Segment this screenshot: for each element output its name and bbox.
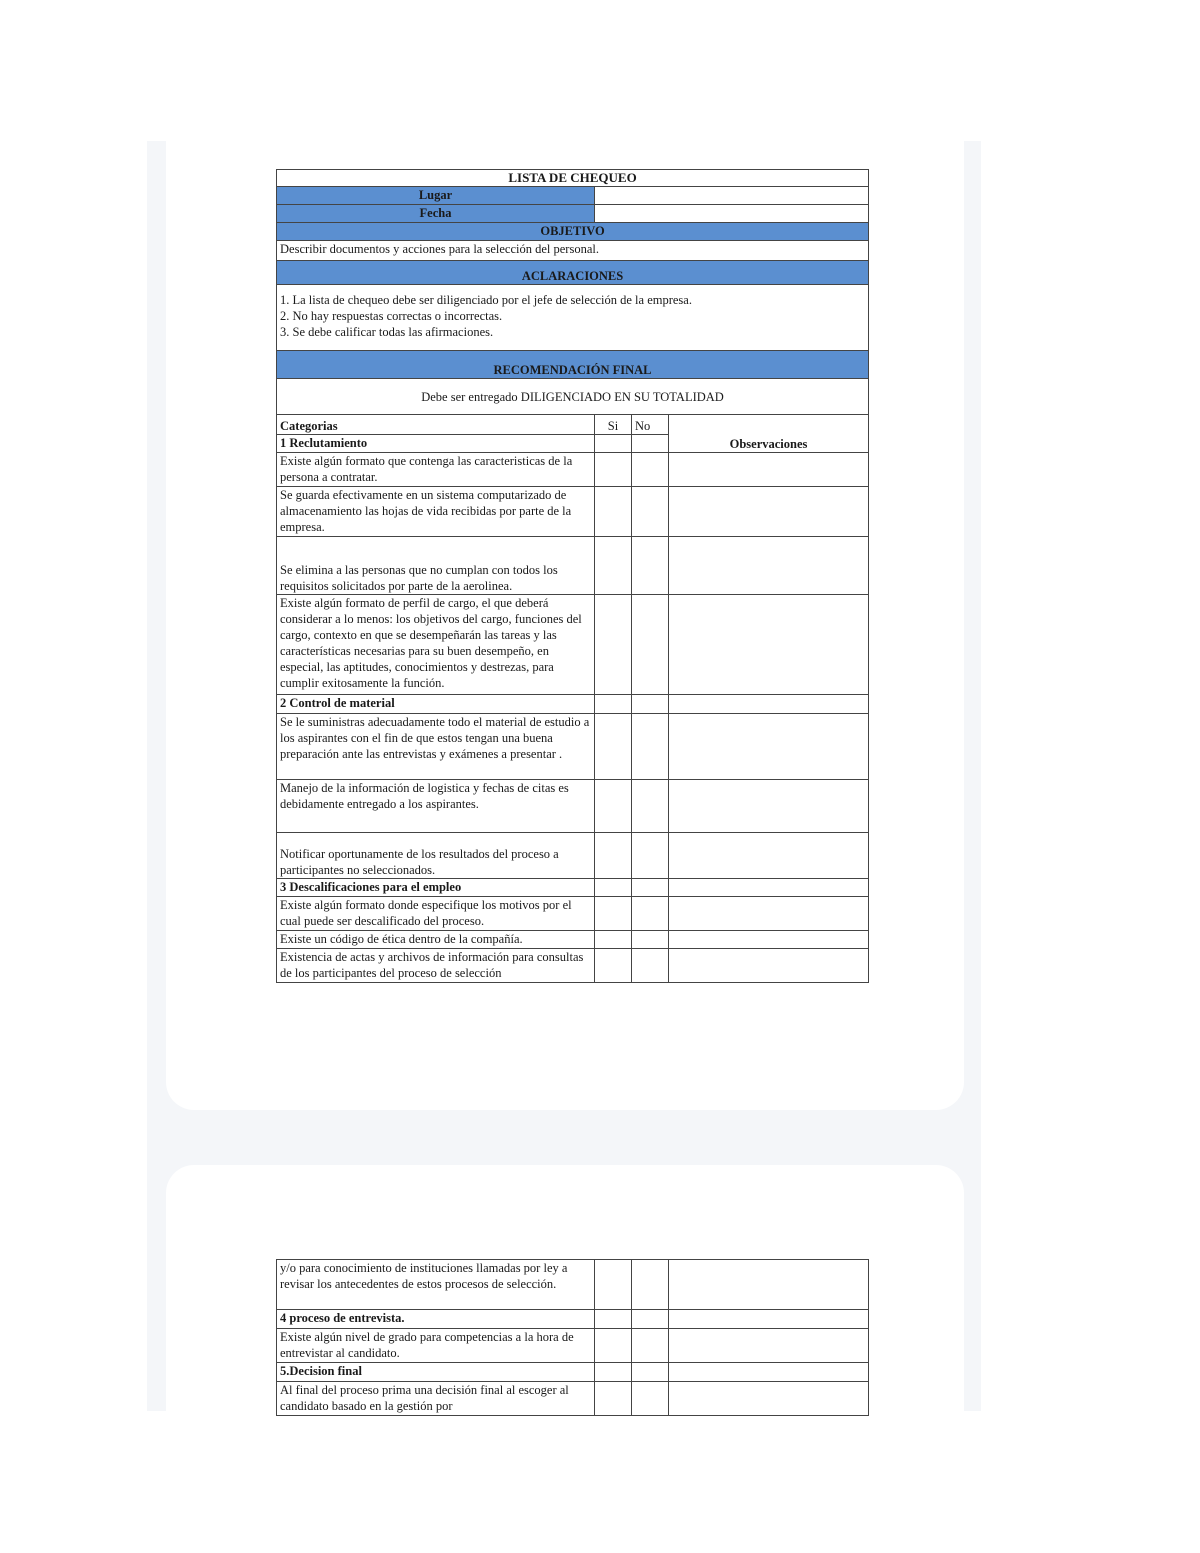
fecha-field[interactable] (595, 205, 869, 223)
no-cell[interactable] (632, 695, 669, 714)
observaciones-cell[interactable] (669, 537, 869, 595)
aclaracion-item: 1. La lista de chequeo debe ser diligenciado por el jefe de selección de la empresa. (280, 293, 692, 307)
si-cell[interactable] (595, 879, 632, 897)
observaciones-cell[interactable] (669, 931, 869, 949)
lugar-label: Lugar (277, 187, 595, 205)
observaciones-cell[interactable] (669, 1310, 869, 1329)
categorias-header: Categorias (277, 415, 595, 435)
checklist-table (276, 169, 869, 983)
si-cell[interactable] (595, 833, 632, 879)
objetivo-text: Describir documentos y acciones para la selección del personal. (277, 241, 869, 261)
si-cell[interactable] (595, 695, 632, 714)
no-cell[interactable] (632, 714, 669, 780)
aclaraciones-list (277, 285, 869, 351)
fecha-label: Fecha (277, 205, 595, 223)
checklist-item: Existencia de actas y archivos de información para consultas de los participantes del proceso de selección (277, 949, 595, 983)
section-descalificaciones: 3 Descalificaciones para el empleo (277, 879, 595, 897)
no-cell[interactable] (632, 1382, 669, 1416)
checklist-item: Existe un código de ética dentro de la compañía. (277, 931, 595, 949)
no-cell[interactable] (632, 1363, 669, 1382)
checklist-item: Manejo de la información de logistica y fechas de citas es debidamente entregado a los aspirantes. (277, 780, 595, 833)
si-cell[interactable] (595, 1260, 632, 1310)
no-cell[interactable] (632, 833, 669, 879)
observaciones-cell[interactable] (669, 780, 869, 833)
checklist-table-continued (276, 1259, 869, 1416)
no-cell[interactable] (632, 453, 669, 487)
checklist-item: Notificar oportunamente de los resultados del proceso a participantes no seleccionados. (277, 833, 595, 879)
lugar-field[interactable] (595, 187, 869, 205)
observaciones-cell[interactable] (669, 714, 869, 780)
aclaracion-item: 2. No hay respuestas correctas o incorrectas. (280, 309, 503, 323)
checklist-item: Existe algún formato de perfil de cargo, el que deberá considerar a lo menos: los objetivos del cargo, funciones del cargo, contexto en que se desempeñarán las tareas y las características necesarias para su buen desempeño, en especial, las aptitudes, conocimientos y destrezas, para cumplir exitosamente la función. (277, 595, 595, 695)
no-cell[interactable] (632, 949, 669, 983)
si-cell[interactable] (595, 714, 632, 780)
si-cell[interactable] (595, 1310, 632, 1329)
no-cell[interactable] (632, 435, 669, 453)
si-cell[interactable] (595, 949, 632, 983)
observaciones-cell[interactable] (669, 595, 869, 695)
no-header: No (632, 415, 669, 435)
si-cell[interactable] (595, 1363, 632, 1382)
aclaracion-item: 3. Se debe calificar todas las afirmaciones. (280, 325, 494, 339)
no-cell[interactable] (632, 931, 669, 949)
si-cell[interactable] (595, 453, 632, 487)
no-cell[interactable] (632, 780, 669, 833)
si-cell[interactable] (595, 897, 632, 931)
checklist-item: Al final del proceso prima una decisión final al escoger al candidato basado en la gestión por (277, 1382, 595, 1416)
section-reclutamiento: 1 Reclutamiento (277, 435, 595, 453)
observaciones-cell[interactable] (669, 1260, 869, 1310)
recomendacion-header: RECOMENDACIÓN FINAL (277, 351, 869, 379)
document-page-1 (166, 128, 964, 1110)
si-cell[interactable] (595, 595, 632, 695)
aclaraciones-header: ACLARACIONES (277, 261, 869, 285)
no-cell[interactable] (632, 879, 669, 897)
checklist-item: Se le suministras adecuadamente todo el material de estudio a los aspirantes con el fin de que estos tengan una buena preparación ante las entrevistas y exámenes a presentar . (277, 714, 595, 780)
si-cell[interactable] (595, 1329, 632, 1363)
checklist-title: LISTA DE CHEQUEO (277, 170, 869, 187)
no-cell[interactable] (632, 1329, 669, 1363)
section-control-material: 2 Control de material (277, 695, 595, 714)
checklist-item: Existe algún formato donde especifique los motivos por el cual puede ser descalificado del proceso. (277, 897, 595, 931)
observaciones-cell[interactable] (669, 833, 869, 879)
no-cell[interactable] (632, 487, 669, 537)
section-decision-final: 5.Decision final (277, 1363, 595, 1382)
checklist-item: y/o para conocimiento de instituciones llamadas por ley a revisar los antecedentes de estos procesos de selección. (277, 1260, 595, 1310)
observaciones-cell[interactable] (669, 879, 869, 897)
si-cell[interactable] (595, 537, 632, 595)
no-cell[interactable] (632, 1310, 669, 1329)
observaciones-cell[interactable] (669, 453, 869, 487)
si-cell[interactable] (595, 435, 632, 453)
recomendacion-text: Debe ser entregado DILIGENCIADO EN SU TOTALIDAD (277, 379, 869, 415)
si-header: Si (595, 415, 632, 435)
document-page-2 (166, 1165, 964, 1425)
objetivo-header: OBJETIVO (277, 223, 869, 241)
no-cell[interactable] (632, 897, 669, 931)
no-cell[interactable] (632, 537, 669, 595)
observaciones-cell[interactable] (669, 1382, 869, 1416)
observaciones-header: Observaciones (669, 415, 869, 453)
observaciones-cell[interactable] (669, 949, 869, 983)
checklist-item: Existe algún nivel de grado para competencias a la hora de entrevistar al candidato. (277, 1329, 595, 1363)
observaciones-cell[interactable] (669, 1363, 869, 1382)
observaciones-cell[interactable] (669, 695, 869, 714)
checklist-item: Se guarda efectivamente en un sistema computarizado de almacenamiento las hojas de vida recibidas por parte de la empresa. (277, 487, 595, 537)
observaciones-cell[interactable] (669, 1329, 869, 1363)
si-cell[interactable] (595, 487, 632, 537)
no-cell[interactable] (632, 595, 669, 695)
si-cell[interactable] (595, 931, 632, 949)
checklist-item: Se elimina a las personas que no cumplan con todos los requisitos solicitados por parte de la aerolinea. (277, 537, 595, 595)
section-entrevista: 4 proceso de entrevista. (277, 1310, 595, 1329)
si-cell[interactable] (595, 780, 632, 833)
checklist-item: Existe algún formato que contenga las caracteristicas de la persona a contratar. (277, 453, 595, 487)
observaciones-cell[interactable] (669, 487, 869, 537)
observaciones-cell[interactable] (669, 897, 869, 931)
si-cell[interactable] (595, 1382, 632, 1416)
no-cell[interactable] (632, 1260, 669, 1310)
